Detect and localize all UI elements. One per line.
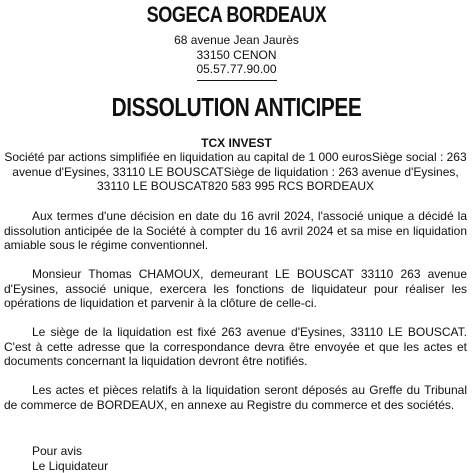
firm-phone: 05.57.77.90.00 [196, 62, 277, 76]
company-description: Société par actions simplifiée en liquidation au capital de 1 000 eurosSiège social : 263 avenue d'Eysines, 33110 LE BOUSCATSiège de liquidation : 263 avenue d'Eysines, 33110 LE BOUSCAT820 583 995 RCS BORDEAUX [4, 150, 467, 193]
firm-address-city: 33150 CENON [196, 47, 277, 62]
company-name: TCX INVEST [201, 136, 272, 150]
notice-paragraph-seat: Le siège de la liquidation est fixé 263 avenue d'Eysines, 33110 LE BOUSCAT. C'est à cette adresse que la correspondance devra être envoyée et que les actes et documents concernant la liquidation devront être notifiés. [4, 325, 467, 368]
separator-rule [197, 80, 277, 81]
notice-paragraph-filing: Les actes et pièces relatifs à la liquidation seront déposés au Greffe du Tribunal de commerce de BORDEAUX, en annexe au Registre du commerce et des sociétés. [4, 383, 467, 412]
notice-paragraph-decision: Aux termes d'une décision en date du 16 avril 2024, l'associé unique a décidé la dissolution anticipée de la Société à compter du 16 avril 2024 et sa mise en liquidation amiable sous le régime conventionnel. [4, 209, 467, 252]
firm-name: SOGECA BORDEAUX [146, 2, 327, 27]
closing-pour-avis: Pour avis [32, 444, 83, 458]
firm-address-block [0, 33, 473, 77]
firm-address-street: 68 avenue Jean Jaurès [174, 33, 299, 47]
closing-signatory: Le Liquidateur [32, 458, 109, 473]
closing-signature [32, 444, 108, 473]
notice-headline: DISSOLUTION ANTICIPEE [111, 92, 362, 122]
notice-paragraph-liquidator: Monsieur Thomas CHAMOUX, demeurant LE BOUSCAT 33110 263 avenue d'Eysines, associé unique, exercera les fonctions de liquidateur pour réaliser les opérations de liquidation et parvenir à la clôture de celle-ci. [4, 267, 467, 310]
